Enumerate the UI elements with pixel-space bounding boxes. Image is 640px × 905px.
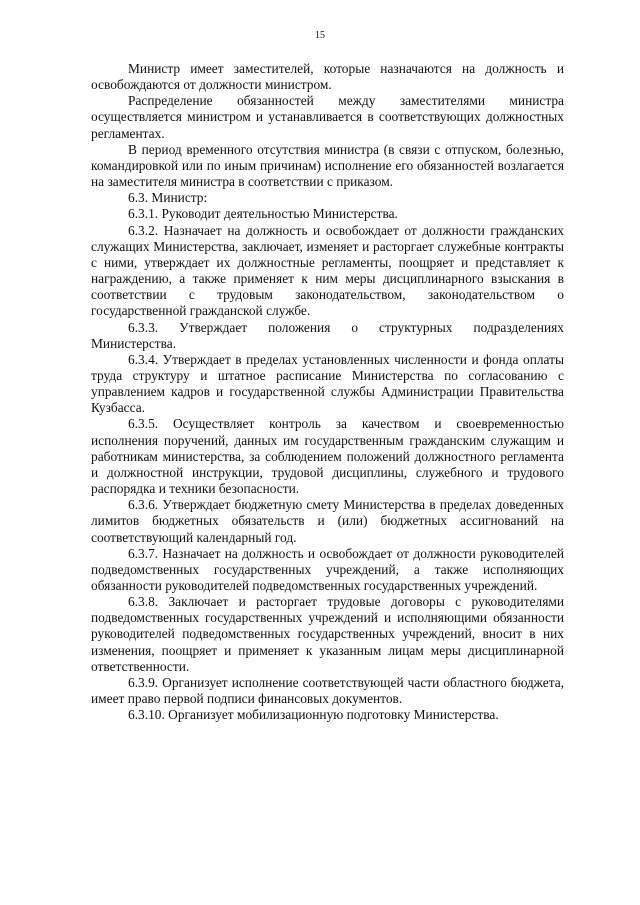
- paragraph-6-3-8: 6.3.8. Заключает и расторгает трудовые договоры с руководителями подведомственных государственных учреждений и исполняющими обязанности руководителей подведомственных государственных учреждений, вносит в них изменения, поощряет и применяет к указанным лицам меры дисциплинарной ответственности.: [91, 594, 564, 674]
- paragraph-6-3-9: 6.3.9. Организует исполнение соответствующей части областного бюджета, имеет право первой подписи финансовых документов.: [91, 674, 564, 707]
- page-number: 15: [315, 30, 325, 41]
- paragraph-6-3-7: 6.3.7. Назначает на должность и освобождает от должности руководителей подведомственных государственных учреждений, а также исполняющих обязанности руководителей подведомственных государственных учреждений.: [91, 545, 564, 593]
- paragraph-duties-distribution: Распределение обязанностей между заместителями министра осуществляется министром и устанавливается в соответствующих должностных регламентах.: [91, 93, 564, 141]
- paragraph-6-3-2: 6.3.2. Назначает на должность и освобождает от должности гражданских служащих Министерства, заключает, изменяет и расторгает служебные контракты с ними, утверждает их должностные регламенты, поощряет и представляет к награждению, а также применяет к ним меры дисциплинарного взыскания в соответствии с трудовым законодательством, законодательством о государственной гражданской службе.: [91, 222, 564, 319]
- paragraph-6-3-3: 6.3.3. Утверждает положения о структурных подразделениях Министерства.: [91, 319, 564, 351]
- paragraph-6-3-6: 6.3.6. Утверждает бюджетную смету Министерства в пределах доведенных лимитов бюджетных обязательств и (или) бюджетных ассигнований на соответствующий календарный год.: [91, 497, 564, 545]
- paragraph-6-3-4: 6.3.4. Утверждает в пределах установленных численности и фонда оплаты труда структуру и штатное расписание Министерства по согласованию с управлением кадров и государственной службы Администрации Правительства Кузбасса.: [91, 351, 564, 416]
- paragraph-6-3: 6.3. Министр:: [128, 190, 208, 206]
- paragraph-6-3-10: 6.3.10. Организует мобилизационную подготовку Министерства.: [128, 707, 499, 723]
- paragraph-temporary-absence: В период временного отсутствия министра (в связи с отпуском, болезнью, командировкой или по иным причинам) исполнение его обязанностей возлагается на заместителя министра в соответствии с приказом.: [91, 141, 564, 190]
- paragraph-6-3-5: 6.3.5. Осуществляет контроль за качеством и своевременностью исполнения поручений, данных им государственным гражданским служащим и работникам министерства, за соблюдением положений должностного регламента и должностной инструкции, трудовой дисциплины, служебного и трудового распорядка и техники безопасности.: [91, 416, 564, 497]
- paragraph-6-3-1: 6.3.1. Руководит деятельностью Министерства.: [128, 206, 398, 222]
- paragraph-deputies: Министр имеет заместителей, которые назначаются на должность и освобождаются от должности министром.: [91, 61, 564, 93]
- document-body: [91, 61, 564, 723]
